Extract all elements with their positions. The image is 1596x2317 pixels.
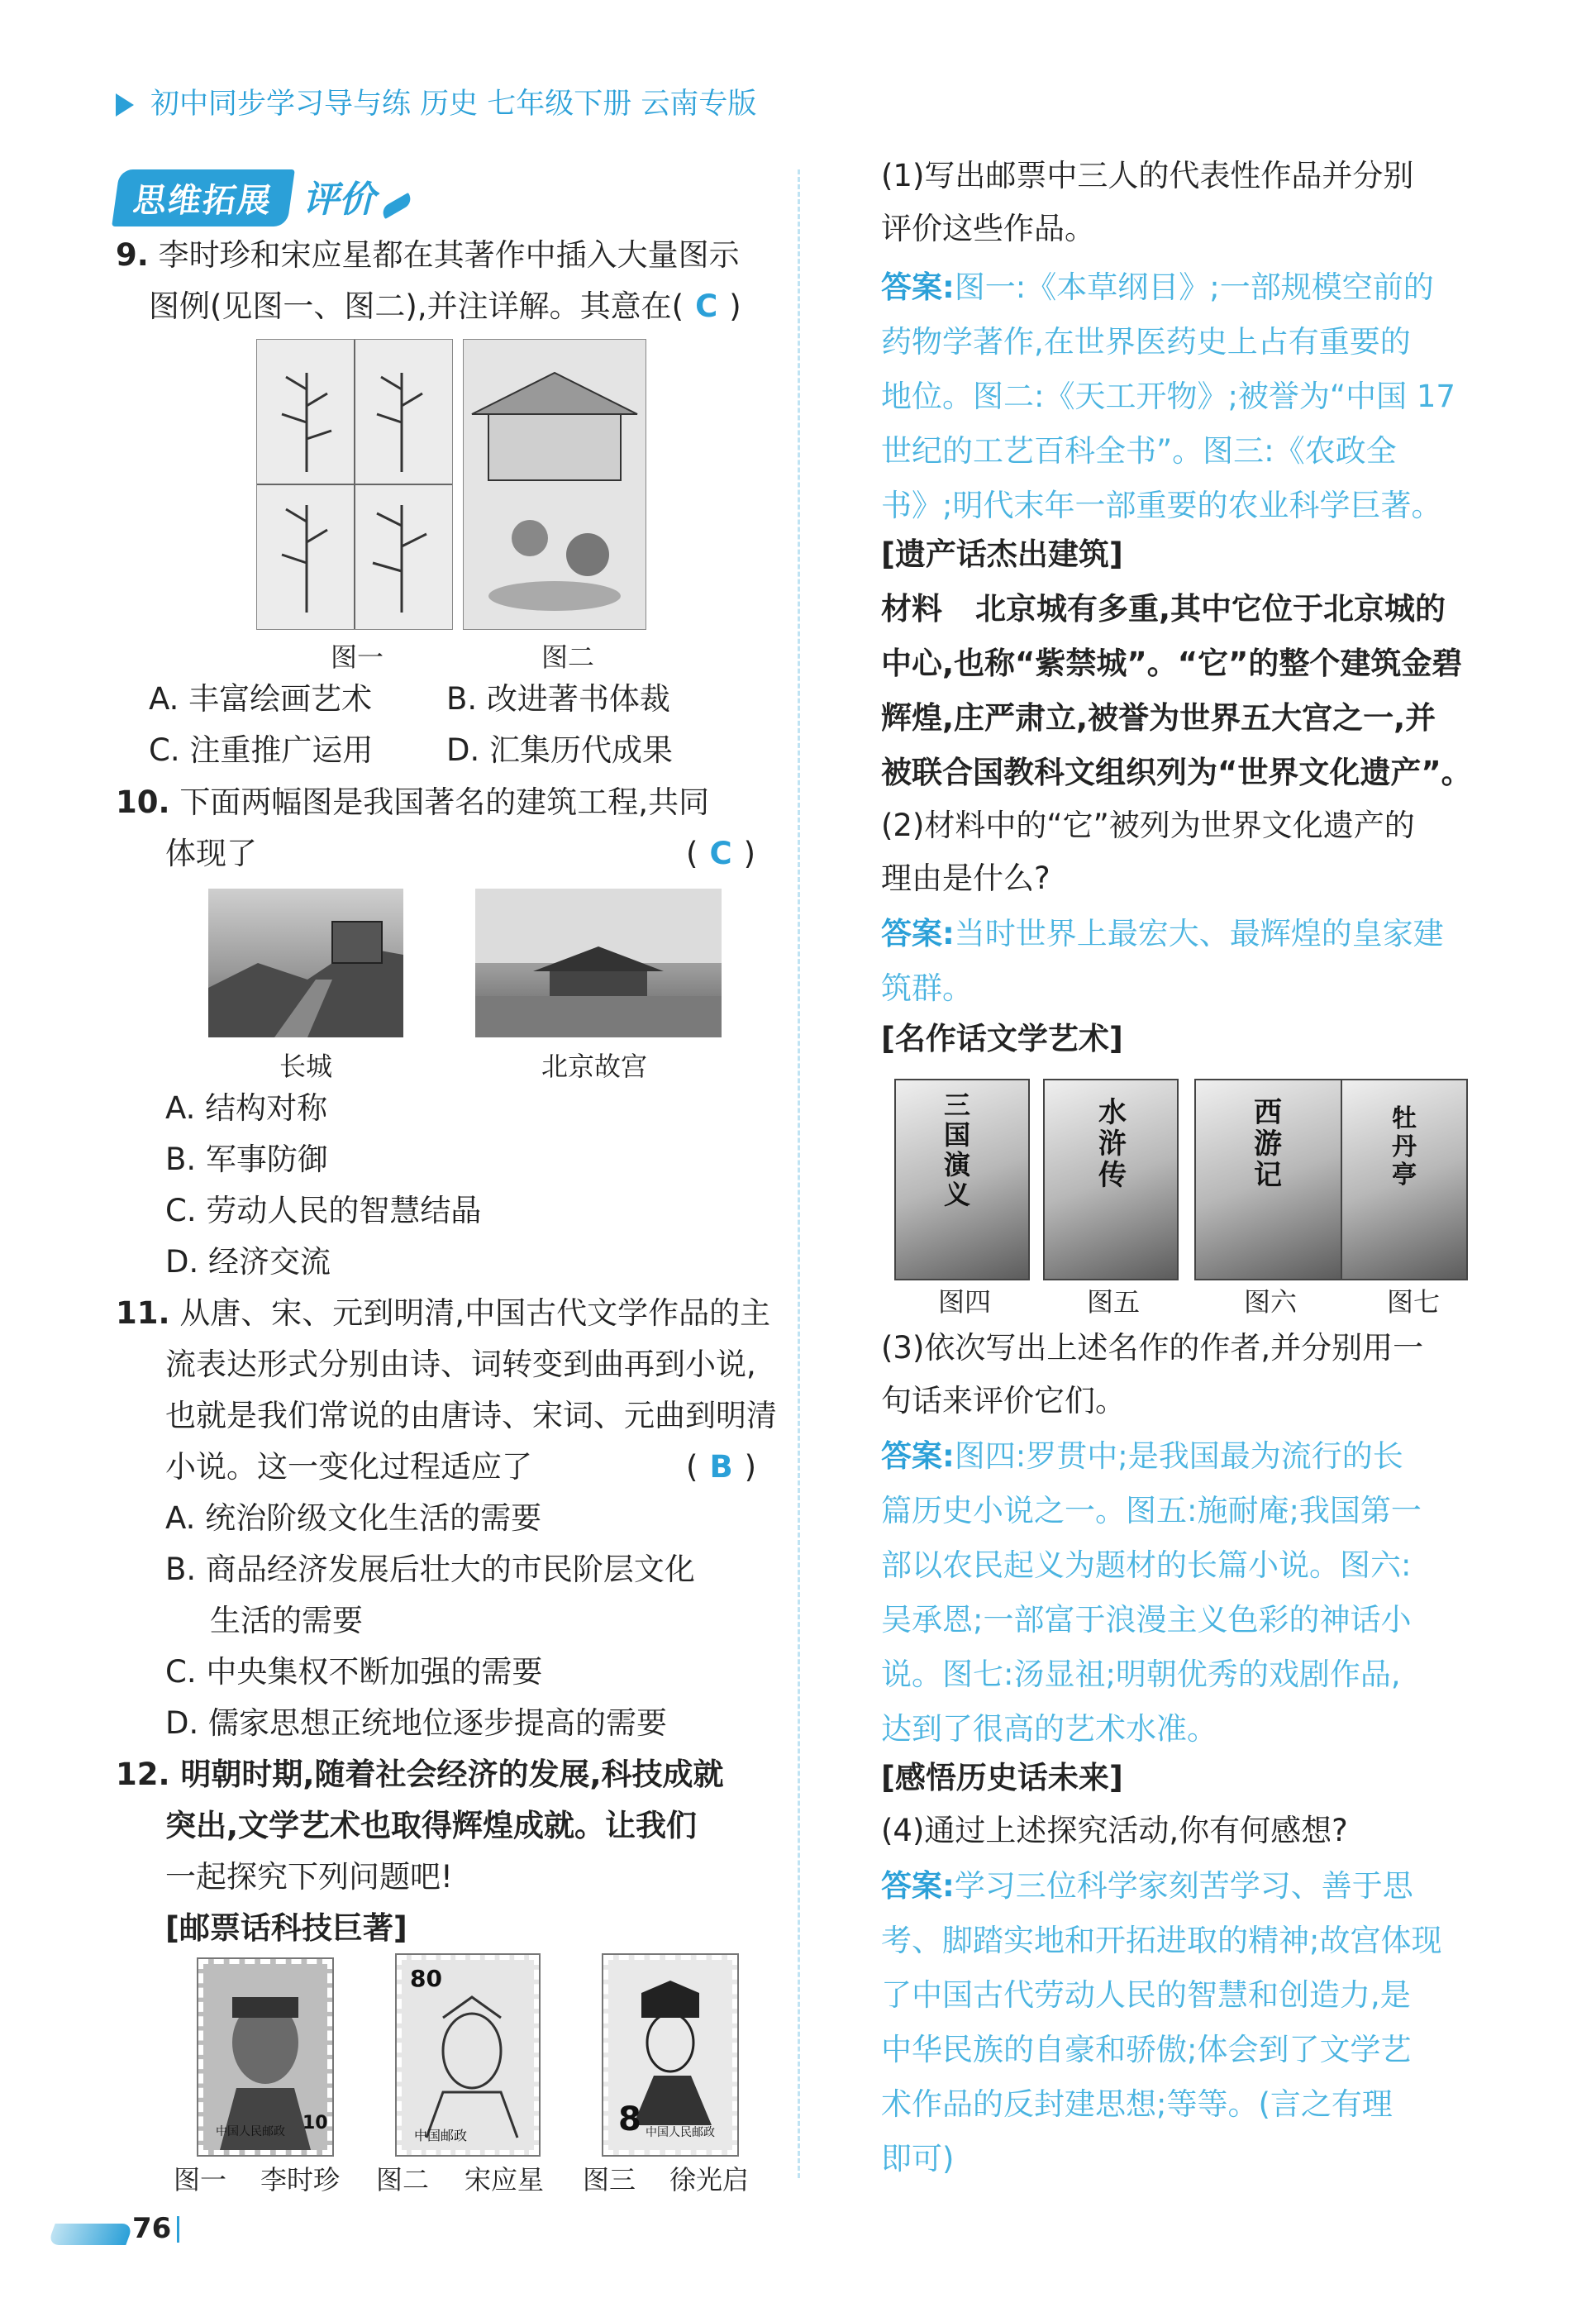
- sanguo-cover: [894, 1079, 1030, 1280]
- stamp3-text: 中国人民邮政: [646, 2126, 715, 2139]
- answer-1-line4: 世纪的工艺百科全书”。图三:《农政全: [881, 433, 1397, 469]
- book1-caption: 图四: [938, 1286, 992, 1318]
- material-line2: 中心,也称“紫禁城”。“它”的整个建筑金碧: [881, 646, 1463, 681]
- sub-question-4: (4)通过上述探究活动,你有何感想?: [881, 1813, 1348, 1848]
- fig1-caption: 图一: [331, 641, 384, 673]
- sub-question-3-line2: 句话来评价它们。: [881, 1383, 1126, 1418]
- answer-4-line3: 了中国古代劳动人民的智慧和创造力,是: [881, 1977, 1411, 2013]
- q10-option-a: A. 结构对称: [165, 1090, 328, 1126]
- q10-stem-line2: 体现了: [165, 836, 257, 871]
- q9-stem-line1: 9. 李时珍和宋应星都在其著作中插入大量图示: [116, 237, 740, 273]
- q11-option-c: C. 中央集权不断加强的需要: [165, 1654, 543, 1690]
- stamp2-fig-caption: 图二: [376, 2164, 430, 2195]
- great-wall-caption: 长城: [279, 1051, 333, 1082]
- column-divider: [798, 169, 800, 2178]
- q11-stem-line3: 也就是我们常说的由唐诗、宋词、元曲到明清: [165, 1398, 777, 1433]
- running-header: [116, 81, 756, 122]
- q10-stem-line1: 10. 下面两幅图是我国著名的建筑工程,共同: [116, 784, 710, 820]
- q10-option-b: B. 军事防御: [165, 1142, 328, 1177]
- answer-4-line5: 术作品的反封建思想;等等。(言之有理: [881, 2086, 1393, 2122]
- sub-question-2-line1: (2)材料中的“它”被列为世界文化遗产的: [881, 808, 1415, 843]
- q10-option-c: C. 劳动人民的智慧结晶: [165, 1193, 482, 1228]
- material-line4: 被联合国教科文组织列为“世界文化遗产”。: [881, 755, 1472, 790]
- answer-1-line3: 地位。图二:《天工开物》;被誉为“中国 17: [881, 379, 1455, 414]
- section-title: 思维拓展: [112, 169, 295, 226]
- answer-3-line2: 篇历史小说之一。图五:施耐庵;我国第一: [881, 1493, 1422, 1528]
- xiyou-title: 西游记: [1254, 1096, 1282, 1192]
- q11-stem-line4: 小说。这一变化过程适应了: [165, 1449, 532, 1485]
- stamp2-text: 中国邮政: [414, 2128, 468, 2143]
- answer-1-line2: 药物学著作,在世界医药史上占有重要的: [881, 324, 1411, 360]
- answer-3-line3: 部以农民起义为题材的长篇小说。图六:: [881, 1547, 1412, 1583]
- sub-question-2-line2: 理由是什么?: [881, 861, 1051, 896]
- q11-option-a: A. 统治阶级文化生活的需要: [165, 1500, 542, 1536]
- header-text: 初中同步学习导与练 历史 七年级下册 云南专版: [150, 88, 757, 121]
- q11-answer-paren: ( B ): [686, 1449, 757, 1485]
- shuihu-title: 水浒传: [1098, 1096, 1127, 1192]
- literature-section-heading: [名作话文学艺术]: [881, 1021, 1123, 1056]
- q12-stem-line1: 12. 明朝时期,随着社会经济的发展,科技成就: [116, 1757, 724, 1792]
- xiyou-cover: [1194, 1079, 1342, 1280]
- answer-4-line6: 即可): [881, 2141, 955, 2176]
- mudan-title: 牡丹亭: [1392, 1104, 1417, 1189]
- stamp1-text: 中国人民邮政: [216, 2125, 285, 2138]
- sub-question-3-line1: (3)依次写出上述名作的作者,并分别用一: [881, 1330, 1424, 1366]
- li-shizhen-stamp: [198, 1959, 332, 2155]
- xu-guangqi-stamp: [603, 1955, 737, 2155]
- answer-3-line6: 达到了很高的艺术水准。: [881, 1711, 1217, 1747]
- q9-answer: C: [695, 288, 718, 324]
- sub-question-1-line2: 评价这些作品。: [881, 211, 1095, 246]
- answer-3-line4: 吴承恩;一部富于浪漫主义色彩的神话小: [881, 1602, 1412, 1638]
- shuihu-cover: [1043, 1079, 1179, 1280]
- stamp2-name-caption: 宋应星: [465, 2164, 545, 2195]
- craft-illustration-figure: [463, 339, 646, 630]
- section-banner: [116, 169, 413, 221]
- q10-option-d: D. 经济交流: [165, 1244, 331, 1280]
- q11-stem-line2: 流表达形式分别由诗、词转变到曲再到小说,: [165, 1347, 756, 1382]
- stamp1-value: 10: [303, 2113, 328, 2133]
- book2-caption: 图五: [1087, 1286, 1141, 1318]
- herb-illustration-figure: [256, 339, 453, 630]
- stamp2-value: 80: [410, 1965, 442, 1992]
- answer-1-line1: 答案:图一:《本草纲目》;一部规模空前的: [881, 269, 1434, 305]
- play-triangle-icon: [116, 93, 134, 117]
- section-label: 评价: [303, 179, 375, 221]
- craft-drawing: [464, 340, 646, 629]
- forbidden-city-photo: [475, 889, 722, 1037]
- q12-stem-line2: 突出,文学艺术也取得辉煌成就。让我们: [165, 1808, 698, 1843]
- footer-decoration: [47, 2224, 133, 2245]
- herb-drawing: [257, 340, 452, 629]
- q9-option-b: B. 改进著书体裁: [446, 681, 670, 717]
- page-number: 76: [132, 2212, 172, 2245]
- stamp3-fig-caption: 图三: [583, 2164, 636, 2195]
- material-line1: 材料 北京城有多重,其中它位于北京城的: [881, 591, 1446, 627]
- sub-question-1-line1: (1)写出邮票中三人的代表性作品并分别: [881, 158, 1414, 193]
- q9-option-d: D. 汇集历代成果: [446, 732, 674, 768]
- q11-option-b-line1: B. 商品经济发展后壮大的市民阶层文化: [165, 1552, 695, 1587]
- q12-stem-line3: 一起探究下列问题吧!: [165, 1859, 453, 1895]
- material-line3: 辉煌,庄严肃立,被誉为世界五大宫之一,并: [881, 700, 1436, 736]
- great-wall-drawing: [208, 889, 403, 1037]
- q11-stem-line1: 11. 从唐、宋、元到明清,中国古代文学作品的主: [116, 1295, 771, 1331]
- answer-4-line4: 中华民族的自豪和骄傲;体会到了文学艺: [881, 2032, 1412, 2067]
- q10-answer-paren: ( C ): [686, 836, 756, 871]
- future-section-heading: [感悟历史话未来]: [881, 1760, 1123, 1795]
- q11-option-d: D. 儒家思想正统地位逐步提高的需要: [165, 1705, 668, 1741]
- book3-caption: 图六: [1244, 1286, 1298, 1318]
- q9-stem-line2: 图例(见图一、图二),并注详解。其意在( C ): [149, 288, 741, 324]
- answer-4-line2: 考、脚踏实地和开拓进取的精神;故宫体现: [881, 1923, 1442, 1958]
- great-wall-photo: [208, 889, 403, 1037]
- answer-4-line1: 答案:学习三位科学家刻苦学习、善于思: [881, 1868, 1413, 1904]
- answer-3-line5: 说。图七:汤显祖;明朝优秀的戏剧作品,: [881, 1657, 1401, 1692]
- stamp-section-heading: [邮票话科技巨著]: [165, 1910, 407, 1946]
- q11-option-b-line2: 生活的需要: [210, 1603, 363, 1638]
- answer-3-line1: 答案:图四:罗贯中;是我国最为流行的长: [881, 1438, 1403, 1474]
- answer-2-line2: 筑群。: [881, 970, 973, 1006]
- forbidden-city-caption: 北京故宫: [541, 1051, 648, 1082]
- feather-icon: [379, 193, 414, 219]
- stamp1-name-caption: 李时珍: [260, 2164, 341, 2195]
- stamp3-name-caption: 徐光启: [669, 2164, 750, 2195]
- q9-option-c: C. 注重推广运用: [149, 732, 374, 768]
- stamp1-fig-caption: 图一: [174, 2164, 227, 2195]
- sanguo-title: 三国演义: [944, 1089, 971, 1210]
- song-yingxing-stamp: [397, 1955, 539, 2155]
- q10-answer: C: [709, 836, 732, 871]
- heritage-section-heading: [遗产话杰出建筑]: [881, 536, 1123, 572]
- answer-2-line1: 答案:当时世界上最宏大、最辉煌的皇家建: [881, 916, 1444, 951]
- fig2-caption: 图二: [541, 641, 595, 673]
- book4-caption: 图七: [1387, 1286, 1441, 1318]
- page-number-divider: [177, 2216, 179, 2243]
- q11-answer: B: [709, 1449, 733, 1485]
- forbidden-city-drawing: [475, 889, 722, 1037]
- q9-option-a: A. 丰富绘画艺术: [149, 681, 373, 717]
- mudan-cover: [1341, 1079, 1468, 1280]
- answer-1-line5: 书》;明代末年一部重要的农业科学巨著。: [881, 488, 1442, 523]
- stamp3-value: 8: [618, 2100, 641, 2138]
